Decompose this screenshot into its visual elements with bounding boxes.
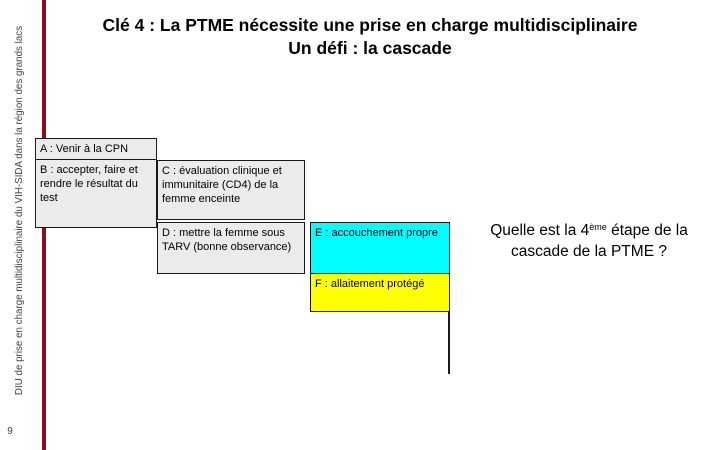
cascade-step-c: C : évaluation clinique et immunitaire (CD4) de la femme enceinte	[157, 160, 305, 220]
vertical-course-title-text: DIU de prise en charge multidisciplinaire du VIH-SIDA dans la région des grands lacs	[14, 25, 26, 395]
cascade-step-f: F : allaitement protégé	[310, 274, 450, 312]
question-part-2: étape de la cascade de la PTME ?	[511, 222, 688, 260]
slide-title-line-1: Clé 4 : La PTME nécessite une prise en charge multidisciplinaire	[102, 15, 638, 35]
cascade-step-b: B : accepter, faire et rendre le résultat du test	[35, 160, 157, 228]
vertical-course-title	[5, 0, 35, 420]
question-superscript: ème	[589, 222, 607, 232]
cascade-step-e: E : accouchement propre	[310, 222, 450, 274]
question-text	[474, 220, 704, 262]
page-number: 9	[7, 426, 13, 437]
slide-title	[60, 14, 680, 60]
slide-title-line-2: Un défi : la cascade	[288, 38, 452, 58]
cascade-step-a: A : Venir à la CPN	[35, 138, 157, 160]
question-part-1: Quelle est la 4	[490, 222, 590, 239]
cascade-connector-line	[448, 312, 450, 374]
cascade-step-d: D : mettre la femme sous TARV (bonne observance)	[157, 222, 305, 274]
